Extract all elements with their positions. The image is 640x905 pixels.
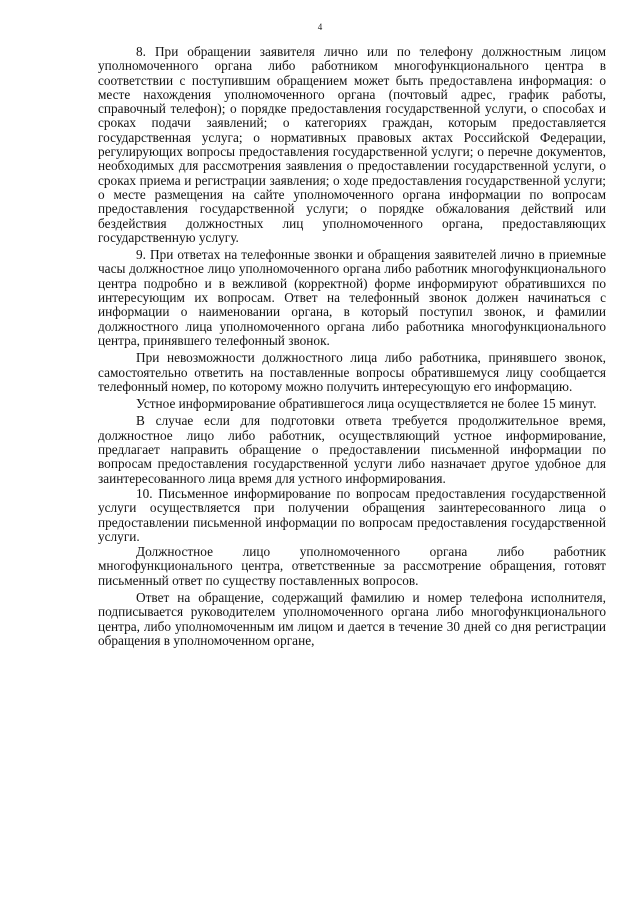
document-body xyxy=(98,45,606,651)
page-number: 4 xyxy=(317,22,323,32)
paragraph-9-time-limit: Устное информирование обратившегося лица осуществляется не более 15 минут. xyxy=(136,396,597,412)
paragraph-10-responsible: Должностное лицо уполномоченного органа либо работник многофункционального центра, ответственные за рассмотрение обращения, готовят письменный ответ по существу поставленных вопросов. xyxy=(98,544,606,588)
paragraph-9-long-answer: В случае если для подготовки ответа требуется продолжительное время, должностное лицо либо работник, осуществляющий устное информирование, предлагает направить обращение о предоставлении письменной информации по вопросам предоставления государственной услуги либо назначает другое удобное для заинтересованного лица время для устного информирования. xyxy=(98,413,606,486)
paragraph-10: 10. Письменное информирование по вопросам предоставления государственной услуги осуществляется при получении обращения заинтересованного лица о предоставлении письменной информации по вопросам предоставления государственной услуги. xyxy=(98,485,606,544)
paragraph-8: 8. При обращении заявителя лично или по телефону должностным лицом уполномоченного органа либо работником многофункционального центра в соответствии с поступившим обращением может быть предоставлена информация: о месте нахождения уполномоченного органа (почтовый адрес, график работы, справочный телефон); о порядке предоставления государственной услуги, о способах и сроках подачи заявлений; о категориях граждан, которым предоставляется государственная услуга; о нормативных правовых актах Российской Федерации, регулирующих вопросы предоставления государственной услуги; о перечне документов, необходимых для рассмотрения заявления о предоставлении государственной услуги, о сроках приема и регистрации заявления; о ходе предоставления государственной услуги; о месте размещения на сайте уполномоченного органа информации по вопросам предоставления государственной услуги; о порядке обжалования действий или бездействия должностных лиц уполномоченного органа, предоставляющих государственную услугу. xyxy=(98,44,606,245)
paragraph-9-unavailable: При невозможности должностного лица либо работника, принявшего звонок, самостоятельно ответить на поставленные вопросы обратившемуся лицу сообщается телефонный номер, по которому можно получить интересующую его информацию. xyxy=(98,350,606,394)
paragraph-9: 9. При ответах на телефонные звонки и обращения заявителей лично в приемные часы должностное лицо уполномоченного органа либо работник многофункционального центра подробно и в вежливой (корректной) форме информируют обратившихся по интересующим их вопросам. Ответ на телефонный звонок должен начинаться с информации о наименовании органа, в который поступил звонок, и фамилии должностного лица уполномоченного органа либо работника многофункционального центра, принявшего телефонный звонок. xyxy=(98,247,606,348)
paragraph-10-answer: Ответ на обращение, содержащий фамилию и номер телефона исполнителя, подписывается руководителем уполномоченного органа либо многофункционального центра, либо уполномоченным им лицом и дается в течение 30 дней со дня регистрации обращения в уполномоченном органе, xyxy=(98,589,606,648)
